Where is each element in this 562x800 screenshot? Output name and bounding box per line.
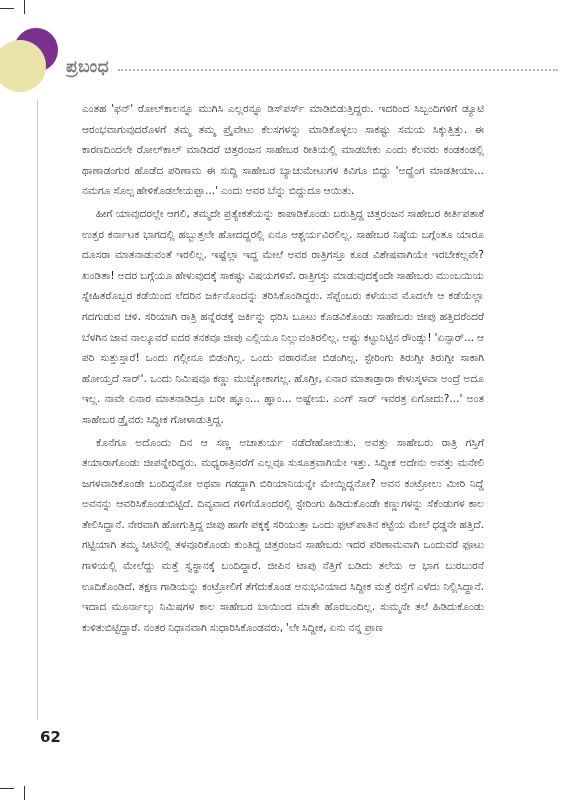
crop-mark-bottom-left-vertical: [24, 786, 25, 800]
paragraph-2: ಹೀಗೆ ಯಾವುದರಲ್ಲೇ ಆಗಲಿ, ತಮ್ಮದೇ ಪ್ರತ್ಯೇಕತೆಯನ್ನು ಕಾಪಾಡಿಕೊಂಡು ಬರುತ್ತಿದ್ದ ಚಿತ್ತರಂಜನ ಸಾಹೇಬರ ಕೀರ್ತಿಪತಾಕೆ ಉತ್ತರ ಕರ್ನಾಟಕ ಭಾಗದಲ್ಲಿ ಹಬ್ಬುತ್ತಲೇ ಹೋದದ್ದರಲ್ಲಿ ಏನೂ ಆಶ್ಚರ್ಯವಿರಲಿಲ್ಲ. ಸಾಹೇಬರ ನಿಷ್ಠೆಯ ಬಗ್ಗೆಂತೂ ಯಾರೂ ದೂಸರಾ ಮಾತನಾಡುವಂತೆ ಇರಲಿಲ್ಲ. ಇಷ್ಟೆಲ್ಲಾ ಇದ್ದ ಮೇಲೆ ಅವರ ರಾತ್ರಿಗಸ್ತೂ ಕೂಡ ವಿಶೇಷವಾಗಿಯೇ ಇರಬೇಕಲ್ಲವೇ? ಖಂಡಿತಾ! ಅದರ ಬಗ್ಗೆಯೂ ಹೇಳುವುದಕ್ಕೆ ಸಾಕಷ್ಟು ವಿಷಯಗಳಿವೆ. ರಾತ್ರಿಗಸ್ತು ಮಾಡುವುದಕ್ಕೆಂದೇ ಸಾಹೇಬರು ಮುಂಬಯಿಯ ಸ್ನೇಹಿತರೊಬ್ಬರ ಕಡೆಯಿಂದ ಲೆದರಿನ ಜರ್ಕಿನೊಂದನ್ನು ತರಿಸಿಕೊಂಡಿದ್ದರು. ಸೆಪ್ಟೆಂಬರು ಕಳೆಯುವ ಮೊದಲೇ ಆ ಕಡೆಯೆಲ್ಲಾ ಗದಗುಡುವ ಚಳಿ. ಸರಿಯಾಗಿ ರಾತ್ರಿ ಹನ್ನೆರಡಕ್ಕೆ ಜರ್ಕಿನ್ನು ಧರಿಸಿ ಬೂಟು ಕೊಡವಿಕೊಂಡು ಸಾಹೇಬರು ಜೀಪು ಹತ್ತಿದರೆಂದರೆ ಬೆಳಗಿನ ಜಾವ ನಾಲ್ಕೂವರೆ ಐದರ ತನಕವೂ ಜೀಪು ಎಲ್ಲಿಯೂ ನಿಲ್ಲುವಂತಿರಲಿಲ್ಲ. ಅಷ್ಟು ಕಟ್ಟುನಿಟ್ಟಿನ ರೌಂಡ್ಸು! 'ಏನ್ಸಾರ್... ಆ ಪರಿ ಸುತ್ತುಸ್ತಾರೆ! ಒಂದು ಗಲ್ಲೀನೂ ಬಿಡಂಗಿಲ್ಲ. ಒಂದು ವಠಾರನೋ ಬಿಡಂಗಿಲ್ಲ. ಸ್ಟೇರಿಂಗು ತಿರುಗ್ಸೀ ತಿರುಗ್ಸೀ ಸಾಕಾಗಿ ಹೋಯ್ತದೆ ಸಾರ್'. ಒಂದು ನಿಮಿಷವೂ ಕಣ್ಣು ಮುಚ್ಚೋಕಾಗಲ್ಲ. ಹೊಗ್ತೀ, ಏನಾರ ಮಾತಾಡ್ತಾರಾ ಕೇಳುಸ್ಕಳವಾ ಅಂದ್ರೆ ಅದೂ ಇಲ್ಲ. ನಾವೇ ಏನಾರ ಮಾತನಾಡಿದ್ರೂ ಬರೀ ಹ್ಞೂಂ... ಹ್ಞಾಂ... ಅಷ್ಟೇಯ. ಎಂಗ್ ಸಾರ್ ಇವರತ್ರ ಏಗೋದು?...' ಅಂತ ಸಾಹೇಬರ ಡ್ರೈವರು ಸಿದ್ದೀಕ ಗೋಳಾಡುತ್ತಿದ್ದ.: [82, 207, 485, 426]
article-body: [82, 99, 484, 638]
page-number: 62: [40, 728, 61, 746]
crop-mark-top-left-horizontal: [0, 8, 14, 9]
paragraph-1: ಎಂತಹ 'ಫನ್' ರೋಲ್‌ಕಾಲನ್ನೂ ಮುಗಿಸಿ ಎಲ್ಲರನ್ನೂ ಡಿಸ್‌ಪರ್ಸ್ ಮಾಡಿಬಿಡುತ್ತಿದ್ದರು. ಇದರಿಂದ ಸಿಬ್ಬಂದಿಗಳಿಗೆ ಡ್ಯೂಟಿ ಆರಂಭವಾಗುವುದರೊಳಗೆ ತಮ್ಮ ತಮ್ಮ ಪ್ರೈವೇಟು ಕೆಲಸಗಳನ್ನು ಮಾಡಿಕೊಳ್ಳಲು ಸಾಕಷ್ಟು ಸಮಯ ಸಿಕ್ಕುತ್ತಿತ್ತು. ಈ ಕಾರಣದಿಂದಲೇ ರೋಲ್‌ಕಾಲ್ ಮಾಡಿದರೆ ಚಿತ್ತರಂಜನ ಸಾಹೇಬರ ರೀತಿಯಲ್ಲಿ ಮಾಡಬೇಕು ಎಂದು ಕೆಲವರು ಕಂಡಕಂಡಲ್ಲಿ ಥಾಣಾಡಂಗುರ ಹೊಡೆದ ಪರಿಣಾಮ ಈ ಸುದ್ದಿ ಸಾಹೇಬರ ಬ್ಯಾಚುಮೇಟುಗಳ ಕಿವಿಗೂ ಬಿದ್ದು 'ಅದ್ಹೆಂಗ ಮಾಡತೀಯಾ... ನಮಗೂ ಸೊಲ್ಪ ಹೇಳಿಕೊಡಲೇಯಪ್ಪಾ...' ಎಂದು ಅವರ ಬೆನ್ನು ಬಿದ್ದುದೂ ಆಯಿತು.: [82, 103, 484, 198]
section-title: ಪ್ರಬಂಧ: [66, 57, 110, 77]
crop-mark-bottom-left-horizontal: [0, 788, 14, 789]
header-dotted-rule: [118, 69, 558, 71]
decorative-circles: [0, 12, 72, 102]
paragraph-3: ಕೊನೆಗೂ ಅದೊಂದು ದಿನ ಆ ಸಣ್ಣ ಅಚಾತುರ್ಯ ನಡೆದೇಹೋಯಿತು. ಅವತ್ತು ಸಾಹೇಬರು ರಾತ್ರಿ ಗಸ್ತಿಗೆ ತಯಾರಾಗೊಂಡು ಜೀಪನ್ನೇರಿದ್ದರು. ಮಧ್ಯರಾತ್ರಿವರೆಗೆ ಎಲ್ಲವೂ ಸುಸೂತ್ರವಾಗಿಯೇ ಇತ್ತು. ಸಿದ್ದೀಕ ಅದೇನು ಅವತ್ತು ಮನೇಲಿ ಜಗಳವಾಡಿಕೊಂಡೇ ಬಂದಿದ್ದನೋ ಅಥವಾ ಗಡದ್ದಾಗಿ ಬಿರಿಯಾನಿಯನ್ನೇ ಮೇಯ್ದಿದ್ದನೋ? ಅವನ ಕಂಟ್ರೋಲು ಮೀರಿ ನಿದ್ದೆ ಅವನನ್ನು ಆವರಿಸಿಕೊಂಡುಬಿಟ್ಟಿದೆ. ದಿವ್ಯವಾದ ಗಳಿಗೆಯೊಂದರಲ್ಲಿ ಸ್ಟೇರಿಂಗು ಹಿಡಿದುಕೊಂಡೇ ಕಣ್ಣುಗಳನ್ನು ಸೆಕೆಂಡುಗಳ ಕಾಲ ತೇಲಿಸಿದ್ದಾನೆ. ನೇರವಾಗಿ ಹೋಗುತ್ತಿದ್ದ ಜೀಪು ಹಾಗೇ ಪಕ್ಕಕ್ಕೆ ಸರಿಯುತ್ತಾ ಒಂದು ಫುಟ್‌ಪಾತಿನ ಕಟ್ಟೆಯ ಮೇಲೆ ಧಡ್ಡನೇ ಹತ್ತಿದೆ. ಗಟ್ಟಿಯಾಗಿ ತಮ್ಮ ಸೀಟಿನಲ್ಲಿ ತಳವೂರಿಕೊಂಡು ಕುಂತಿದ್ದ ಚಿತ್ತರಂಜನ ಸಾಹೇಬರು ಇದರ ಪರಿಣಾಮವಾಗಿ ಒಂದುವರೆ ಫೂಟು ಗಾಳಿಯಲ್ಲಿ ಮೇಲೆದ್ದು ಮತ್ತೆ ಸ್ವಸ್ಥಾನಕ್ಕೆ ಬಂದಿದ್ದಾರೆ. ಜೀಪಿನ ಟಾಪು ನೆತ್ತಿಗೆ ಬಡಿದು ತಲೆಯ ಆ ಭಾಗ ಬುರಬುರನೆ ಊದಿಕೊಂಡಿದೆ. ತಕ್ಷಣ ಗಾಡಿಯನ್ನು ಕಂಟ್ರೋಲಿಗೆ ತೆಗೆದುಕೊಂಡ ಅನುಭವಿಯಾದ ಸಿದ್ದೀಕ ಮತ್ತೆ ರಸ್ತೆಗೆ ಎಳೆದು ನಿಲ್ಲಿಸಿದ್ದಾನೆ. ಇದಾದ ಮೂರ್ನಾಲ್ಕು ನಿಮಿಷಗಳ ಕಾಲ ಸಾಹೇಬರ ಬಾಯಿಂದ ಮಾತೇ ಹೊರಬಂದಿಲ್ಲ. ಸುಮ್ಮನೇ ತಲೆ ಹಿಡಿದುಕೊಂಡು ಕುಳಿತುಬಿಟ್ಟಿದ್ದಾರೆ. ನಂತರ ನಿಧಾನವಾಗಿ ಸುಧಾರಿಸಿಕೊಂಡವರು, 'ಲೇ ಸಿದ್ದೀಕ, ಏನು ನನ್ನ ಪ್ರಾಣ: [82, 436, 484, 634]
margin-rule: [37, 100, 38, 720]
